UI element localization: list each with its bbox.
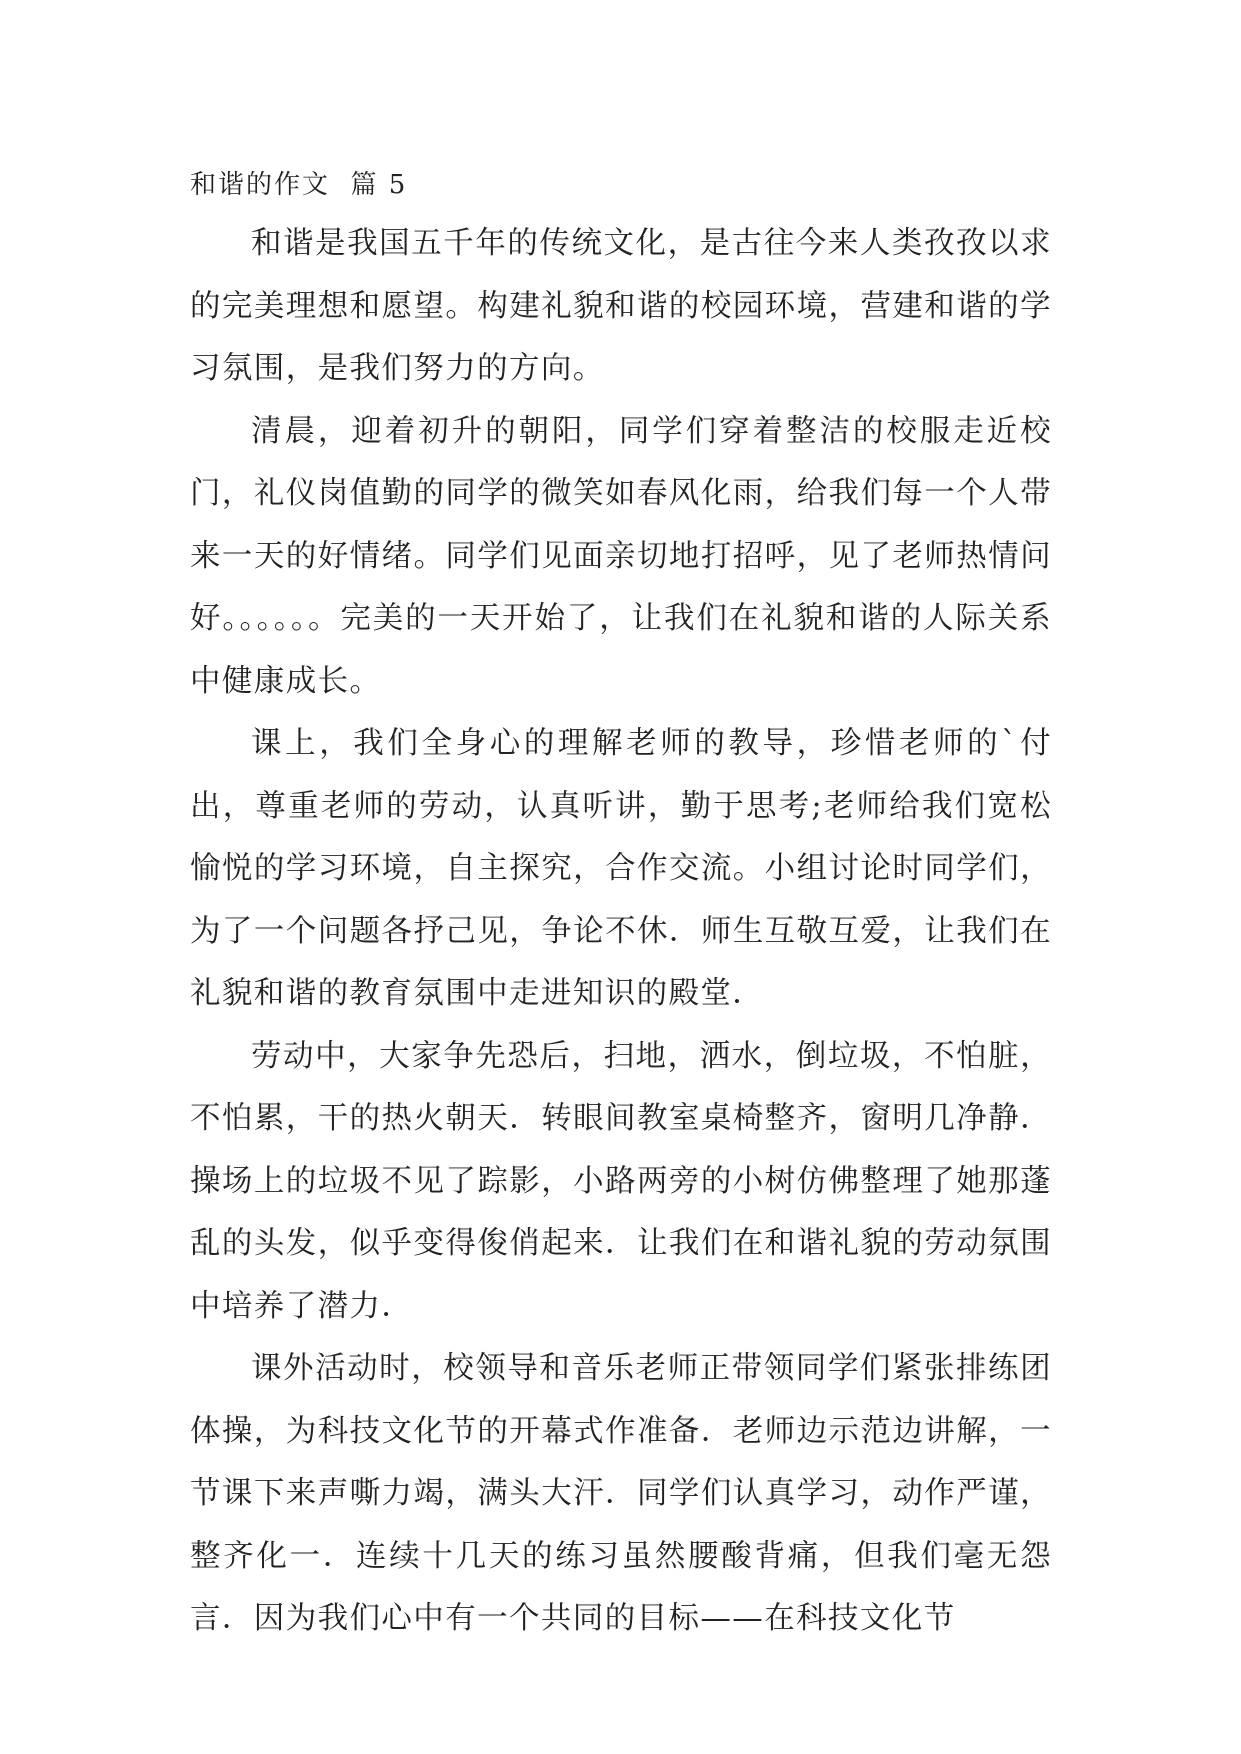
paragraph-4: 劳动中，大家争先恐后，扫地，洒水，倒垃圾，不怕脏，不怕累，干的热火朝天．转眼间教室桌椅整齐，窗明几净静．操场上的垃圾不见了踪影，小路两旁的小树仿佛整理了她那蓬乱的头发，似乎变得俊俏起来．让我们在和谐礼貌的劳动氛围中培养了潜力．	[190, 1038, 1052, 1324]
document-heading: 和谐的作文 篇 5	[190, 170, 408, 200]
paragraph-5: 课外活动时，校领导和音乐老师正带领同学们紧张排练团体操，为科技文化节的开幕式作准备．老师边示范边讲解，一节课下来声嘶力竭，满头大汗．同学们认真学习，动作严谨，整齐化一．连续十几天的练习虽然腰酸背痛，但我们毫无怨言．因为我们心中有一个共同的目标——在科技文化节	[190, 1351, 1052, 1636]
document-body	[190, 168, 1052, 1651]
paragraph-2: 清晨，迎着初升的朝阳，同学们穿着整洁的校服走近校门，礼仪岗值勤的同学的微笑如春风化雨，给我们每一个人带来一天的好情绪。同学们见面亲切地打招呼，见了老师热情问好。。。。。。完美的一天开始了，让我们在礼貌和谐的人际关系中健康成长。	[190, 413, 1052, 699]
paragraph-1: 和谐是我国五千年的传统文化，是古往今来人类孜孜以求的完美理想和愿望。构建礼貌和谐的校园环境，营建和谐的学习氛围，是我们努力的方向。	[190, 226, 1052, 386]
paragraph-3: 课上，我们全身心的理解老师的教导，珍惜老师的`付出，尊重老师的劳动，认真听讲，勤于思考;老师给我们宽松愉悦的学习环境，自主探究，合作交流。小组讨论时同学们，为了一个问题各抒己见，争论不休．师生互敬互爱，让我们在礼貌和谐的教育氛围中走进知识的殿堂．	[190, 726, 1052, 1011]
